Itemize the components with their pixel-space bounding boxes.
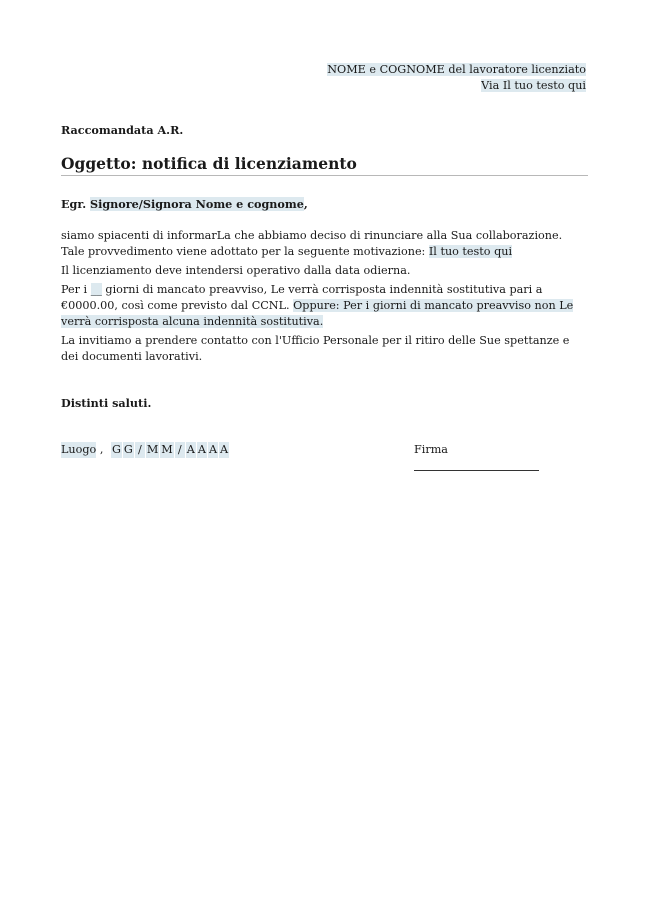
sender-address-prefix: Via (481, 79, 503, 92)
recommend-label: Raccomandata A.R. (61, 123, 184, 137)
date-sep-1: / (135, 442, 146, 458)
paragraph-motivation-text: siamo spiacenti di informarLa che abbiamo deciso di rinunciare alla Sua collaborazione. Tale provvedimento viene adottato per la seguente motivazione: (61, 229, 563, 258)
paragraph-notice (61, 282, 588, 330)
recipient-name-field[interactable]: Signore/Signora Nome e cognome (90, 197, 304, 211)
date-month-2: M (161, 443, 173, 456)
subject-heading: Oggetto: notifica di licenziamento (61, 154, 588, 176)
letter-body (61, 228, 588, 368)
sender-name-field[interactable]: NOME e COGNOME del lavoratore licenziato (327, 63, 586, 76)
paragraph-contact (61, 333, 588, 365)
date-year-4: A (220, 443, 229, 456)
closing-regards: Distinti saluti. (61, 396, 152, 410)
sender-address-field[interactable]: Il tuo testo qui (502, 79, 586, 92)
date-day-1: G (111, 443, 121, 456)
date-sep-2: / (175, 442, 186, 458)
paragraph-notice-prefix: Per i (61, 283, 91, 296)
signature-line[interactable] (414, 460, 539, 471)
notice-days-field[interactable]: __ (90, 283, 102, 296)
paragraph-notice-text2: , così come previsto dal CCNL. (114, 299, 294, 312)
salutation-prefix: Egr. (61, 197, 91, 211)
date-day-2: G (123, 443, 133, 456)
motivation-field[interactable]: Il tuo testo qui (428, 245, 513, 258)
sender-address-line (186, 78, 586, 94)
date-field[interactable] (111, 442, 230, 458)
notice-alternative-field[interactable]: Oppure: Per i giorni di mancato preavviso non Le verrà corrisposta alcuna indennità sostitutiva. (61, 299, 574, 328)
place-field[interactable]: Luogo (61, 443, 97, 456)
date-year-2: A (197, 443, 206, 456)
sender-block (186, 62, 586, 94)
salutation-line (61, 197, 308, 213)
signature-label: Firma (414, 443, 448, 456)
paragraph-effective-text: Il licenziamento deve intendersi operativo dalla data odierna. (61, 264, 411, 277)
paragraph-motivation (61, 228, 588, 260)
date-month-1: M (146, 443, 159, 456)
paragraph-notice-text: giorni di mancato preavviso, Le verrà corrisposta indennità sostitutiva pari a (101, 283, 543, 296)
sender-name-line (186, 62, 586, 78)
date-year-3: A (208, 443, 218, 456)
notice-amount: €0000.00 (61, 299, 115, 312)
date-year-1: A (186, 443, 195, 456)
paragraph-effective (61, 263, 588, 279)
signature-block (414, 442, 544, 471)
paragraph-contact-text: La invitiamo a prendere contatto con l'Ufficio Personale per il ritiro delle Sue spettanze e dei documenti lavorativi. (61, 334, 570, 363)
salutation-suffix: , (303, 197, 308, 211)
place-date-line (61, 442, 230, 458)
place-separator: , (96, 443, 107, 456)
